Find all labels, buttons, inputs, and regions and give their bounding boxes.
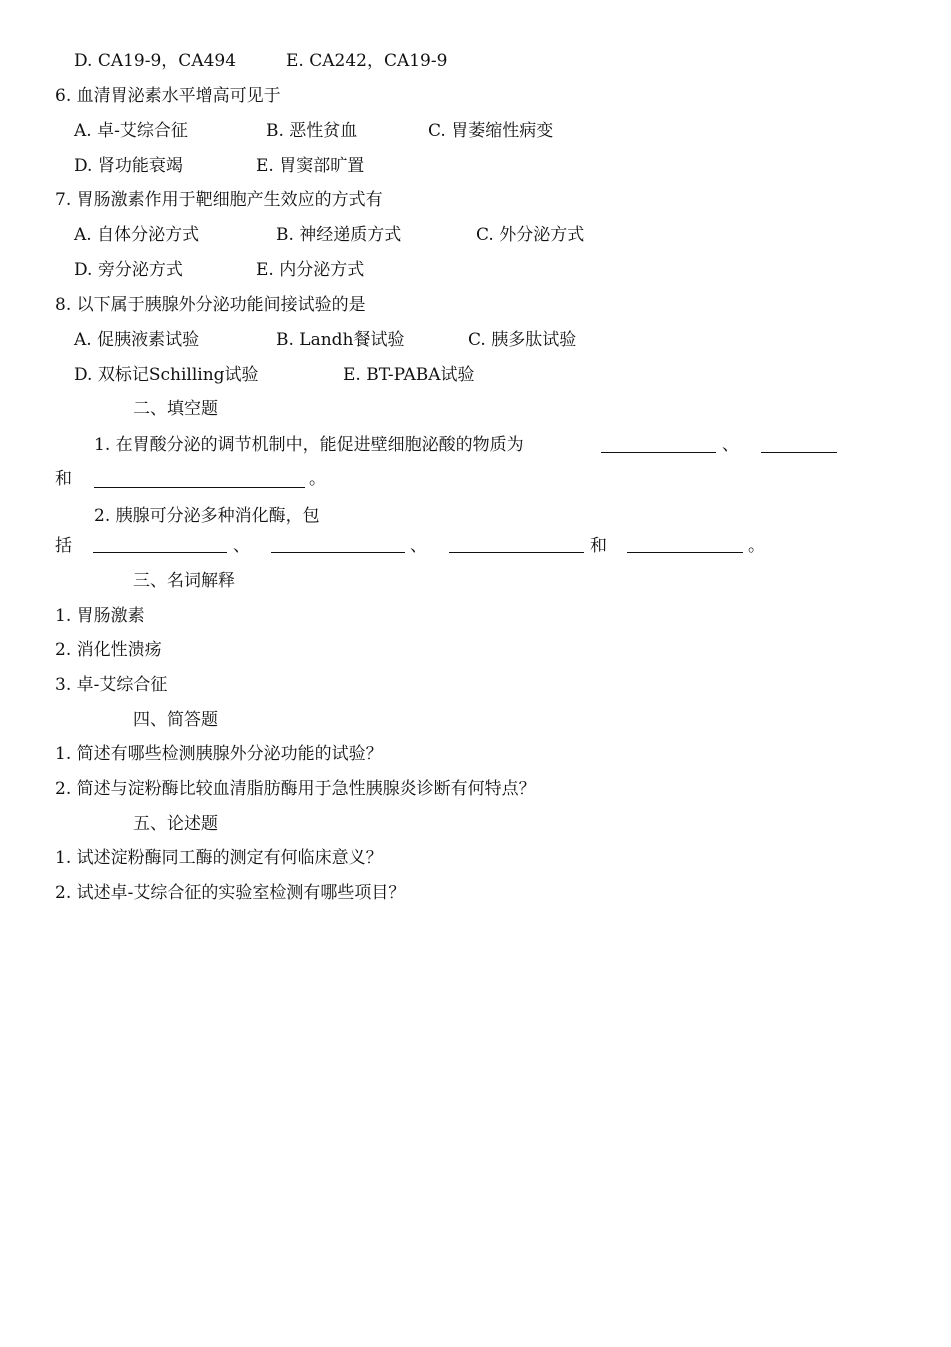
q6-option-c: C. 胃萎缩性病变 [428,121,554,141]
q7-option-e: E. 内分泌方式 [256,260,365,280]
q7-stem: 7. 胃肠激素作用于靶细胞产生效应的方式有 [55,190,383,210]
q8-option-b: B. Landh餐试验 [276,330,405,350]
section-terms-title: 三、名词解释 [133,571,235,591]
fill-q2-blank-1 [93,552,227,553]
fill-q1-end: 。 [309,469,326,489]
q6-option-a: A. 卓-艾综合征 [74,121,188,141]
short-answer-item-2: 2. 简述与淀粉酶比较血清脂肪酶用于急性胰腺炎诊断有何特点？ [55,779,536,799]
q5-option-e: E. CA242，CA19-9 [286,51,448,71]
fill-q2-blank-3 [449,552,584,553]
q8-option-d: D. 双标记Schilling试验 [74,365,259,385]
fill-q2-end: 。 [748,536,765,556]
short-answer-item-1: 1. 简述有哪些检测胰腺外分泌功能的试验？ [55,744,383,764]
q6-option-e: E. 胃窦部旷置 [256,156,365,176]
fill-q2-text: 2. 胰腺可分泌多种消化酶，包 [94,506,320,526]
q7-option-a: A. 自体分泌方式 [74,225,200,245]
term-item-1: 1. 胃肠激素 [55,606,145,626]
term-item-2: 2. 消化性溃疡 [55,640,162,660]
q6-stem: 6. 血清胃泌素水平增高可见于 [55,86,281,106]
fill-q2-and: 和 [590,536,607,556]
q7-option-d: D. 旁分泌方式 [74,260,183,280]
q8-option-c: C. 胰多肽试验 [468,330,577,350]
essay-item-1: 1. 试述淀粉酶同工酶的测定有何临床意义？ [55,848,383,868]
fill-q2-blank-2 [271,552,405,553]
fill-q2-kuo: 括 [55,536,72,556]
q5-option-d: D. CA19-9，CA494 [74,51,237,71]
essay-item-2: 2. 试述卓-艾综合征的实验室检测有哪些项目？ [55,883,406,903]
fill-q2-blank-4 [627,552,743,553]
q6-option-d: D. 肾功能衰竭 [74,156,183,176]
q6-option-b: B. 恶性贫血 [266,121,358,141]
section-fill-blank-title: 二、填空题 [133,399,218,419]
q8-option-e: E. BT-PABA试验 [343,365,475,385]
fill-q1-blank-3 [94,487,305,488]
fill-q2-separator-1: 、 [233,536,250,556]
term-item-3: 3. 卓-艾综合征 [55,675,168,695]
q7-option-b: B. 神经递质方式 [276,225,402,245]
section-short-answer-title: 四、简答题 [133,710,218,730]
fill-q1-text: 1. 在胃酸分泌的调节机制中，能促进壁细胞泌酸的物质为 [94,435,524,455]
q7-option-c: C. 外分泌方式 [476,225,585,245]
q8-stem: 8. 以下属于胰腺外分泌功能间接试验的是 [55,295,366,315]
q8-option-a: A. 促胰液素试验 [74,330,200,350]
fill-q1-and: 和 [55,469,72,489]
fill-q1-blank-2 [761,452,837,453]
section-essay-title: 五、论述题 [133,814,218,834]
fill-q1-separator: 、 [722,435,739,455]
fill-q2-separator-2: 、 [410,536,427,556]
fill-q1-blank-1 [601,452,716,453]
